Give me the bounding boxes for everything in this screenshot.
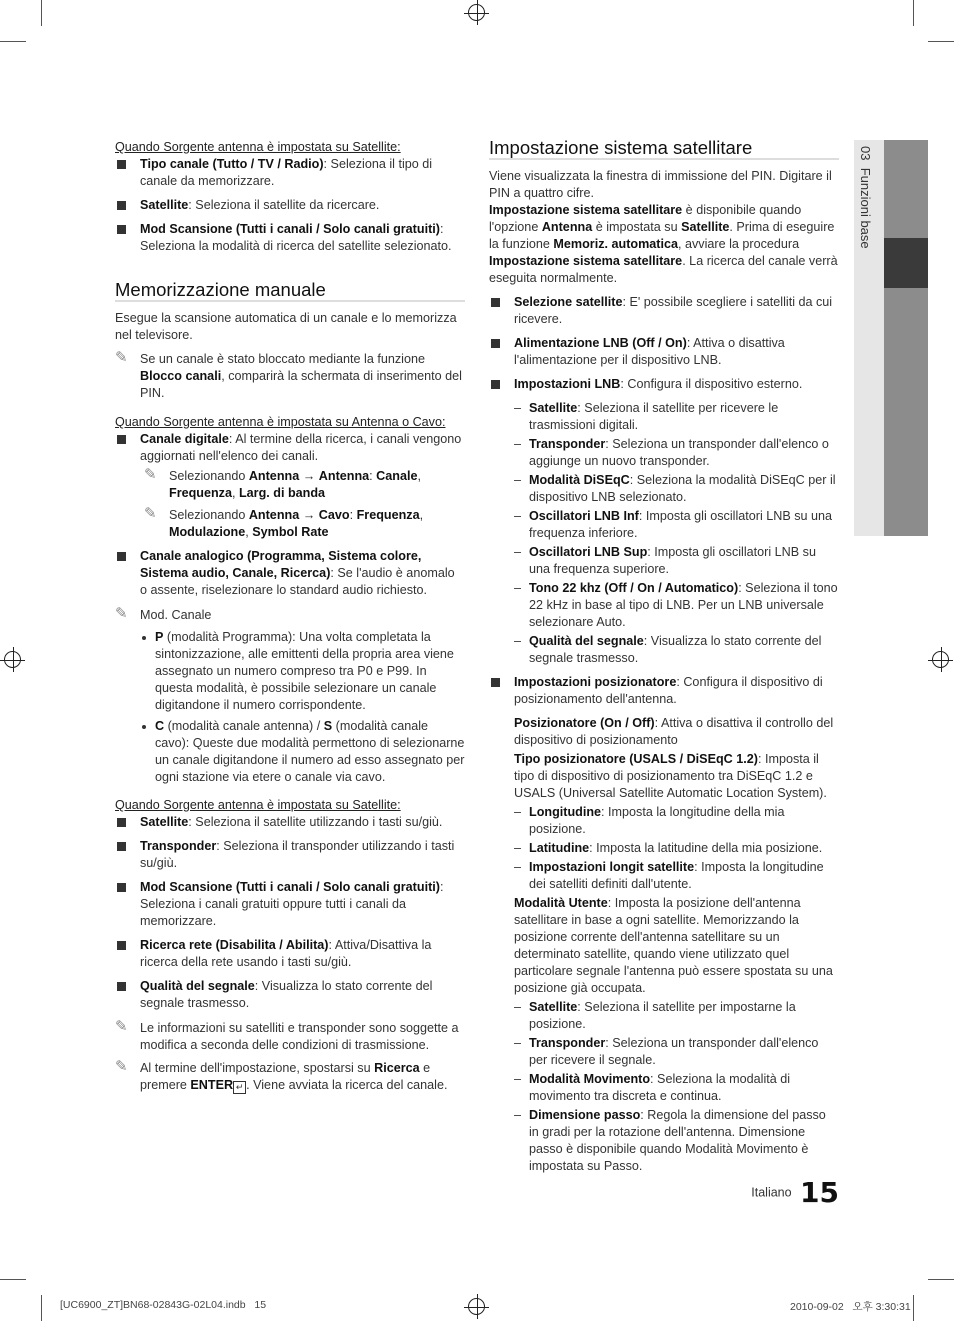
chapter-sidebar-bar [884, 140, 928, 536]
pencil-note-icon: ✎ [115, 1058, 128, 1075]
list-item: Selezione satellite: E' possibile scegliere i satelliti da cui ricevere. [489, 294, 839, 328]
list-item: Impostazioni posizionatore: Configura il dispositivo di posizionamento dell'antenna. [489, 674, 839, 708]
registration-mark-icon [468, 1298, 485, 1315]
pencil-note-icon: ✎ [115, 349, 128, 366]
crop-mark [0, 1279, 26, 1280]
crop-mark [928, 1279, 954, 1280]
list-item: – Satellite: Seleziona il satellite per impostarne la posizione. [489, 999, 839, 1033]
list-item: C (modalità canale antenna) / S (modalità canale cavo): Queste due modalità permettono di selezionarne un canale digitandone il numero ad esso assegnato per ogni stazione via etere o canale via cavo. [115, 718, 465, 786]
subheading: Quando Sorgente antenna è impostata su Antenna o Cavo: [115, 415, 446, 429]
language-label: Italiano [751, 1185, 792, 1200]
pencil-note-icon: ✎ [115, 605, 128, 622]
list-item: – Modalità DiSEqC: Seleziona la modalità DiSEqC per il dispositivo LNB selezionato. [489, 472, 839, 506]
list-item: Mod Scansione (Tutti i canali / Solo canali gratuiti): Seleziona la modalità di ricerca del satellite selezionato. [115, 221, 465, 255]
print-slug-timestamp: 2010-09-02 오후 3:30:31 [790, 1301, 911, 1313]
right-column [489, 139, 839, 1177]
crop-mark [913, 0, 914, 26]
subheading: Quando Sorgente antenna è impostata su Satellite: [115, 798, 401, 812]
paragraph: Tipo posizionatore (USALS / DiSEqC 1.2): Imposta il tipo di dispositivo di posizionamento tra DiSEqC 1.2 e USALS (Universal Satellite Automatic Location System). [514, 752, 827, 800]
note: ✎ Le informazioni su satelliti e transponder sono soggette a modifica a seconda delle condizioni di trasmissione. [115, 1018, 459, 1052]
enter-key-icon: ↵ [233, 1081, 246, 1094]
list-item: P (modalità Programma): Una volta completata la sintonizzazione, alle emittenti della propria area viene assegnato un numero compreso tra P0 e P99. In questa modalità, è possibile selezionare un canale digitandone il numero corrispondente. [115, 629, 465, 714]
note: ✎ Mod. Canale [115, 605, 212, 622]
paragraph: Modalità Utente: Imposta la posizione dell'antenna satellitare in base a ogni satellite. Memorizzando la posizione corrente dell'antenna satellitare su un determinato satellite, quando viene utilizzato quel particolare segnale l'antenna può essere spostata su una posizione già occupata. [514, 896, 833, 995]
list-item: – Oscillatori LNB Sup: Imposta gli oscillatori LNB su una frequenza superiore. [489, 544, 839, 578]
list-item: – Transponder: Seleziona un transponder dall'elenco per ricevere il segnale. [489, 1035, 839, 1069]
page-number: 15 [800, 1176, 839, 1209]
note: ✎ Al termine dell'impostazione, spostarsi su Ricerca e premere ENTER ↵ . Viene avviata la ricerca del canale. [115, 1058, 448, 1092]
crop-mark [0, 41, 26, 42]
page-footer [751, 1176, 839, 1209]
chapter-title: Funzioni base [858, 167, 873, 249]
list-item: Satellite: Seleziona il satellite da ricercare. [115, 197, 465, 214]
list-item: Satellite: Seleziona il satellite utilizzando i tasti su/giù. [115, 814, 465, 831]
list-item: – Latitudine: Imposta la latitudine della mia posizione. [489, 840, 839, 857]
list-item: Alimentazione LNB (Off / On): Attiva o disattiva l'alimentazione per il dispositivo LNB. [489, 335, 839, 369]
registration-mark-icon [932, 651, 949, 668]
subheading: Quando Sorgente antenna è impostata su Satellite: [115, 140, 401, 154]
chapter-sidebar-active [884, 238, 928, 288]
chapter-number: 03 [858, 146, 873, 161]
registration-mark-icon [468, 4, 485, 21]
list-item: Canale digitale: Al termine della ricerca, i canali vengono aggiornati nell'elenco dei canali. [115, 431, 465, 465]
list-item: Mod Scansione (Tutti i canali / Solo canali gratuiti): Seleziona i canali gratuiti oppure tutti i canali da memorizzare. [115, 879, 465, 930]
pencil-note-icon: ✎ [115, 1018, 128, 1035]
section-heading: Memorizzazione manuale [115, 281, 465, 302]
list-item: – Satellite: Seleziona il satellite per ricevere le trasmissioni digitali. [489, 400, 839, 434]
paragraph: Posizionatore (On / Off): Attiva o disattiva il controllo del dispositivo di posizionamento [514, 716, 834, 747]
print-slug-file: [UC6900_ZT]BN68-02843G-02L04.indb 15 [60, 1299, 267, 1311]
registration-mark-icon [4, 651, 21, 668]
section-heading: Impostazione sistema satellitare [489, 139, 839, 160]
paragraph: Esegue la scansione automatica di un canale e lo memorizza nel televisore. [115, 311, 457, 342]
list-item: – Modalità Movimento: Seleziona la modalità di movimento tra discreta e continua. [489, 1071, 839, 1105]
list-item: Qualità del segnale: Visualizza lo stato corrente del segnale trasmesso. [115, 978, 465, 1012]
paragraph: Viene visualizzata la finestra di immissione del PIN. Digitare il PIN a quattro cifre. [489, 169, 832, 200]
pencil-note-icon: ✎ [144, 505, 157, 522]
list-item: Ricerca rete (Disabilita / Abilita): Attiva/Disattiva la ricerca della rete usando i tasti su/giù. [115, 937, 465, 971]
paragraph: Impostazione sistema satellitare è disponibile quando l'opzione Antenna è impostata su Satellite. Prima di eseguire la funzione Memoriz. automatica, avviare la procedura Impostazione sistema satellitare. La ricerca del canale verrà eseguita normalmente. [489, 203, 838, 285]
list-item: – Oscillatori LNB Inf: Imposta gli oscillatori LNB su una frequenza inferiore. [489, 508, 839, 542]
list-item: Tipo canale (Tutto / TV / Radio): Seleziona il tipo di canale da memorizzare. [115, 156, 465, 190]
list-item: – Impostazioni longit satellite: Imposta la longitudine dei satelliti definiti dall'utente. [489, 859, 839, 893]
list-item: Transponder: Seleziona il transponder utilizzando i tasti su/giù. [115, 838, 465, 872]
crop-mark [41, 0, 42, 26]
list-item: – Qualità del segnale: Visualizza lo stato corrente del segnale trasmesso. [489, 633, 839, 667]
list-item: Impostazioni LNB: Configura il dispositivo esterno. [489, 376, 839, 393]
crop-mark [928, 41, 954, 42]
pencil-note-icon: ✎ [144, 466, 157, 483]
list-item: – Transponder: Seleziona un transponder dall'elenco o aggiunge un nuovo transponder. [489, 436, 839, 470]
crop-mark [913, 1295, 914, 1321]
list-item: – Dimensione passo: Regola la dimensione del passo in gradi per la rotazione dell'antenna. Dimensione passo è disponibile quando Modalità Movimento è impostata su Passo. [489, 1107, 839, 1175]
list-item: – Tono 22 khz (Off / On / Automatico): Seleziona il tono 22 kHz in base al tipo di LNB. Per un LNB universale selezionare Auto. [489, 580, 839, 631]
note: ✎ Selezionando Antenna → Antenna: Canale, Frequenza, Larg. di banda [144, 466, 421, 500]
left-column [115, 139, 465, 1099]
list-item: Canale analogico (Programma, Sistema colore, Sistema audio, Canale, Ricerca): Se l'audio è anomalo o assente, riselezionare lo standard audio richiesto. [115, 548, 465, 599]
list-item: – Longitudine: Imposta la longitudine della mia posizione. [489, 804, 839, 838]
note: ✎ Selezionando Antenna → Cavo: Frequenza, Modulazione, Symbol Rate [144, 505, 424, 539]
crop-mark [41, 1295, 42, 1321]
note: ✎ Se un canale è stato bloccato mediante la funzione Blocco canali, comparirà la schermata di inserimento del PIN. [115, 349, 462, 400]
chapter-label [858, 146, 873, 249]
